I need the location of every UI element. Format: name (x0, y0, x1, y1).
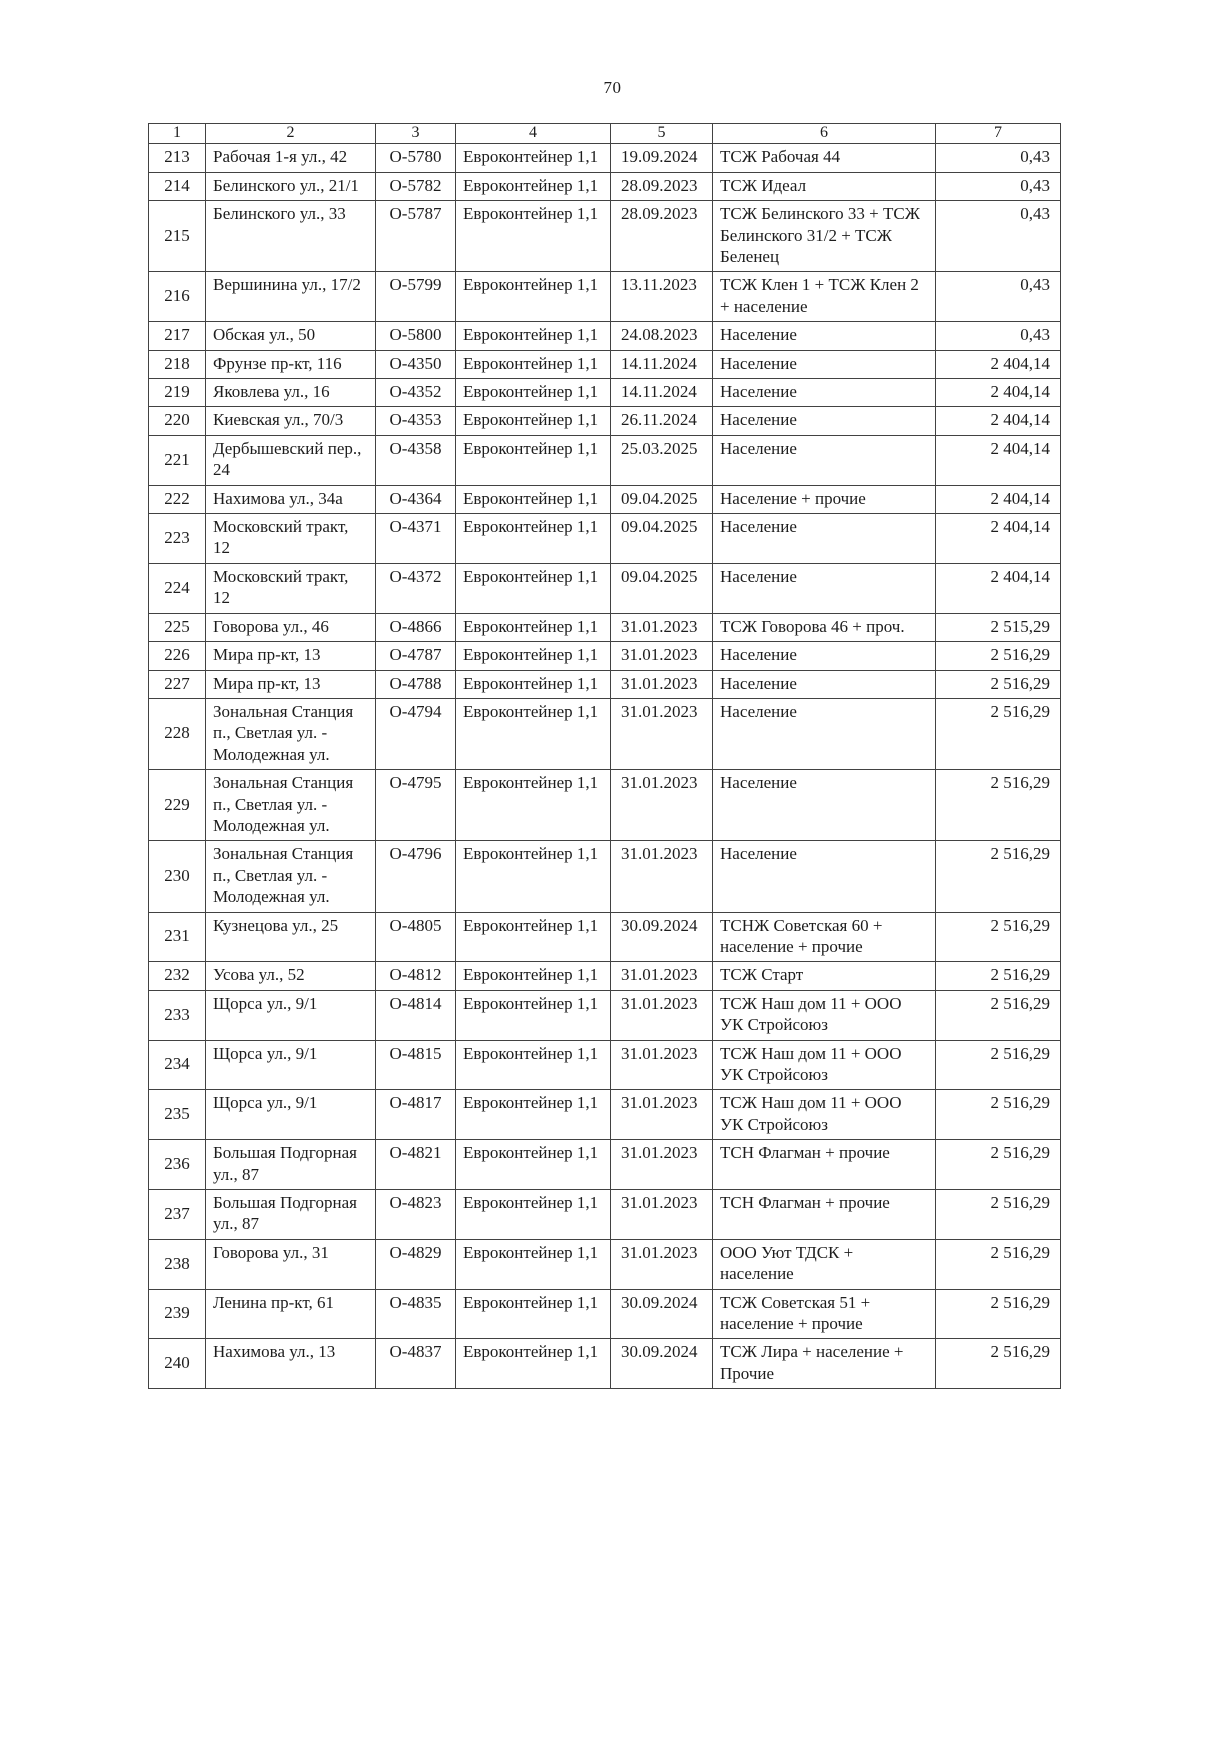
table-row (149, 1190, 1061, 1240)
cell-value: 2 516,29 (936, 642, 1061, 670)
table-row (149, 642, 1061, 670)
cell-container-type: Евроконтейнер 1,1 (456, 144, 611, 172)
header-col-5: 5 (611, 124, 713, 144)
cell-owner: Население + прочие (713, 485, 936, 513)
cell-row-number: 240 (149, 1339, 206, 1389)
cell-container-code: О-4866 (376, 613, 456, 641)
table-row (149, 990, 1061, 1040)
cell-address: Зональная Станция п., Светлая ул. - Молодежная ул. (206, 698, 376, 769)
cell-address: Белинского ул., 33 (206, 201, 376, 272)
cell-date: 31.01.2023 (611, 1090, 713, 1140)
cell-value: 2 515,29 (936, 613, 1061, 641)
cell-date: 31.01.2023 (611, 670, 713, 698)
cell-container-type: Евроконтейнер 1,1 (456, 485, 611, 513)
cell-date: 28.09.2023 (611, 172, 713, 200)
cell-date: 19.09.2024 (611, 144, 713, 172)
cell-container-type: Евроконтейнер 1,1 (456, 962, 611, 990)
cell-value: 2 516,29 (936, 841, 1061, 912)
cell-container-code: О-4817 (376, 1090, 456, 1140)
cell-owner: ТСН Флагман + прочие (713, 1190, 936, 1240)
cell-container-code: О-5782 (376, 172, 456, 200)
cell-container-code: О-5799 (376, 272, 456, 322)
cell-date: 26.11.2024 (611, 407, 713, 435)
table-row (149, 770, 1061, 841)
cell-owner: Население (713, 514, 936, 564)
cell-value: 2 404,14 (936, 514, 1061, 564)
cell-address: Большая Подгорная ул., 87 (206, 1190, 376, 1240)
cell-row-number: 236 (149, 1140, 206, 1190)
cell-row-number: 224 (149, 563, 206, 613)
cell-container-code: О-4372 (376, 563, 456, 613)
cell-address: Киевская ул., 70/3 (206, 407, 376, 435)
table-row (149, 144, 1061, 172)
cell-container-type: Евроконтейнер 1,1 (456, 613, 611, 641)
cell-date: 31.01.2023 (611, 770, 713, 841)
cell-row-number: 231 (149, 912, 206, 962)
cell-container-code: О-4796 (376, 841, 456, 912)
cell-address: Кузнецова ул., 25 (206, 912, 376, 962)
cell-owner: ТСЖ Наш дом 11 + ООО УК Стройсоюз (713, 1040, 936, 1090)
cell-container-type: Евроконтейнер 1,1 (456, 322, 611, 350)
cell-owner: Население (713, 642, 936, 670)
cell-owner: Население (713, 698, 936, 769)
cell-container-code: О-4814 (376, 990, 456, 1040)
cell-container-code: О-4371 (376, 514, 456, 564)
cell-row-number: 214 (149, 172, 206, 200)
cell-date: 31.01.2023 (611, 1040, 713, 1090)
cell-row-number: 223 (149, 514, 206, 564)
cell-container-type: Евроконтейнер 1,1 (456, 770, 611, 841)
cell-owner: Население (713, 770, 936, 841)
cell-owner: ТСЖ Говорова 46 + проч. (713, 613, 936, 641)
cell-address: Рабочая 1-я ул., 42 (206, 144, 376, 172)
cell-container-type: Евроконтейнер 1,1 (456, 1289, 611, 1339)
cell-address: Нахимова ул., 34а (206, 485, 376, 513)
cell-address: Ленина пр-кт, 61 (206, 1289, 376, 1339)
cell-container-code: О-4805 (376, 912, 456, 962)
cell-address: Яковлева ул., 16 (206, 379, 376, 407)
waste-container-table (148, 123, 1061, 1389)
cell-date: 09.04.2025 (611, 485, 713, 513)
table-row (149, 435, 1061, 485)
cell-container-type: Евроконтейнер 1,1 (456, 272, 611, 322)
cell-container-code: О-4821 (376, 1140, 456, 1190)
cell-value: 2 516,29 (936, 1040, 1061, 1090)
cell-container-code: О-4788 (376, 670, 456, 698)
cell-date: 09.04.2025 (611, 514, 713, 564)
cell-owner: ТСЖ Старт (713, 962, 936, 990)
cell-row-number: 215 (149, 201, 206, 272)
table-row (149, 1040, 1061, 1090)
cell-date: 24.08.2023 (611, 322, 713, 350)
cell-container-type: Евроконтейнер 1,1 (456, 201, 611, 272)
cell-container-code: О-4352 (376, 379, 456, 407)
page-number: 70 (603, 78, 622, 97)
cell-owner: ТСЖ Белинского 33 + ТСЖ Белинского 31/2 + ТСЖ Беленец (713, 201, 936, 272)
cell-row-number: 233 (149, 990, 206, 1040)
cell-container-code: О-4795 (376, 770, 456, 841)
cell-value: 0,43 (936, 322, 1061, 350)
cell-date: 13.11.2023 (611, 272, 713, 322)
table-row (149, 1090, 1061, 1140)
cell-address: Вершинина ул., 17/2 (206, 272, 376, 322)
cell-date: 31.01.2023 (611, 1190, 713, 1240)
cell-address: Большая Подгорная ул., 87 (206, 1140, 376, 1190)
cell-container-code: О-4829 (376, 1239, 456, 1289)
cell-value: 2 516,29 (936, 912, 1061, 962)
cell-address: Московский тракт, 12 (206, 563, 376, 613)
cell-address: Белинского ул., 21/1 (206, 172, 376, 200)
cell-address: Щорса ул., 9/1 (206, 1040, 376, 1090)
table-row (149, 172, 1061, 200)
table-row (149, 912, 1061, 962)
cell-row-number: 229 (149, 770, 206, 841)
cell-date: 30.09.2024 (611, 1339, 713, 1389)
cell-container-code: О-5780 (376, 144, 456, 172)
table-row (149, 698, 1061, 769)
cell-container-type: Евроконтейнер 1,1 (456, 841, 611, 912)
table-row (149, 670, 1061, 698)
cell-value: 2 404,14 (936, 350, 1061, 378)
cell-value: 0,43 (936, 272, 1061, 322)
cell-container-type: Евроконтейнер 1,1 (456, 698, 611, 769)
cell-address: Мира пр-кт, 13 (206, 642, 376, 670)
cell-owner: ООО Уют ТДСК + население (713, 1239, 936, 1289)
cell-owner: Население (713, 435, 936, 485)
table-row (149, 201, 1061, 272)
cell-date: 25.03.2025 (611, 435, 713, 485)
cell-address: Зональная Станция п., Светлая ул. - Молодежная ул. (206, 770, 376, 841)
cell-value: 2 404,14 (936, 485, 1061, 513)
table-row (149, 407, 1061, 435)
cell-value: 2 404,14 (936, 563, 1061, 613)
cell-owner: ТСН Флагман + прочие (713, 1140, 936, 1190)
cell-value: 2 516,29 (936, 698, 1061, 769)
cell-row-number: 221 (149, 435, 206, 485)
header-col-7: 7 (936, 124, 1061, 144)
cell-container-code: О-4350 (376, 350, 456, 378)
cell-date: 31.01.2023 (611, 642, 713, 670)
cell-address: Нахимова ул., 13 (206, 1339, 376, 1389)
cell-container-type: Евроконтейнер 1,1 (456, 514, 611, 564)
cell-container-type: Евроконтейнер 1,1 (456, 435, 611, 485)
cell-value: 2 516,29 (936, 770, 1061, 841)
cell-row-number: 235 (149, 1090, 206, 1140)
cell-row-number: 239 (149, 1289, 206, 1339)
table-row (149, 1339, 1061, 1389)
cell-row-number: 228 (149, 698, 206, 769)
cell-row-number: 216 (149, 272, 206, 322)
cell-date: 14.11.2024 (611, 350, 713, 378)
cell-container-type: Евроконтейнер 1,1 (456, 1190, 611, 1240)
cell-owner: ТСЖ Советская 51 + население + прочие (713, 1289, 936, 1339)
cell-container-code: О-4837 (376, 1339, 456, 1389)
table-row (149, 350, 1061, 378)
cell-date: 31.01.2023 (611, 841, 713, 912)
header-row (149, 124, 1061, 144)
cell-container-code: О-4815 (376, 1040, 456, 1090)
cell-address: Обская ул., 50 (206, 322, 376, 350)
cell-container-code: О-4835 (376, 1289, 456, 1339)
cell-container-code: О-4794 (376, 698, 456, 769)
cell-address: Дербышевский пер., 24 (206, 435, 376, 485)
cell-owner: ТСЖ Наш дом 11 + ООО УК Стройсоюз (713, 1090, 936, 1140)
cell-container-type: Евроконтейнер 1,1 (456, 670, 611, 698)
table-row (149, 841, 1061, 912)
cell-container-type: Евроконтейнер 1,1 (456, 407, 611, 435)
cell-address: Щорса ул., 9/1 (206, 990, 376, 1040)
cell-date: 31.01.2023 (611, 990, 713, 1040)
cell-container-code: О-4787 (376, 642, 456, 670)
cell-row-number: 225 (149, 613, 206, 641)
cell-row-number: 213 (149, 144, 206, 172)
cell-date: 31.01.2023 (611, 613, 713, 641)
cell-date: 30.09.2024 (611, 912, 713, 962)
cell-row-number: 237 (149, 1190, 206, 1240)
header-col-1: 1 (149, 124, 206, 144)
cell-row-number: 238 (149, 1239, 206, 1289)
cell-container-type: Евроконтейнер 1,1 (456, 1339, 611, 1389)
cell-owner: ТСЖ Лира + население + Прочие (713, 1339, 936, 1389)
cell-address: Фрунзе пр-кт, 116 (206, 350, 376, 378)
cell-row-number: 217 (149, 322, 206, 350)
table-row (149, 563, 1061, 613)
cell-address: Усова ул., 52 (206, 962, 376, 990)
cell-row-number: 230 (149, 841, 206, 912)
cell-address: Говорова ул., 46 (206, 613, 376, 641)
cell-address: Московский тракт, 12 (206, 514, 376, 564)
table-header (149, 124, 1061, 144)
cell-owner: ТСЖ Рабочая 44 (713, 144, 936, 172)
cell-address: Зональная Станция п., Светлая ул. - Молодежная ул. (206, 841, 376, 912)
cell-value: 0,43 (936, 172, 1061, 200)
cell-container-code: О-4353 (376, 407, 456, 435)
cell-container-type: Евроконтейнер 1,1 (456, 990, 611, 1040)
cell-value: 2 516,29 (936, 1140, 1061, 1190)
cell-value: 2 404,14 (936, 379, 1061, 407)
cell-container-type: Евроконтейнер 1,1 (456, 1239, 611, 1289)
cell-row-number: 234 (149, 1040, 206, 1090)
cell-value: 2 516,29 (936, 990, 1061, 1040)
cell-container-type: Евроконтейнер 1,1 (456, 563, 611, 613)
cell-address: Щорса ул., 9/1 (206, 1090, 376, 1140)
cell-value: 2 516,29 (936, 1289, 1061, 1339)
cell-owner: ТСЖ Наш дом 11 + ООО УК Стройсоюз (713, 990, 936, 1040)
cell-row-number: 219 (149, 379, 206, 407)
cell-owner: Население (713, 350, 936, 378)
cell-owner: Население (713, 670, 936, 698)
cell-container-type: Евроконтейнер 1,1 (456, 379, 611, 407)
cell-container-type: Евроконтейнер 1,1 (456, 350, 611, 378)
cell-address: Мира пр-кт, 13 (206, 670, 376, 698)
table-body (149, 144, 1061, 1389)
table-row (149, 613, 1061, 641)
table-row (149, 1239, 1061, 1289)
cell-owner: Население (713, 563, 936, 613)
cell-row-number: 227 (149, 670, 206, 698)
cell-container-code: О-4358 (376, 435, 456, 485)
table-row (149, 514, 1061, 564)
cell-owner: Население (713, 407, 936, 435)
cell-value: 2 404,14 (936, 435, 1061, 485)
cell-row-number: 220 (149, 407, 206, 435)
cell-row-number: 226 (149, 642, 206, 670)
cell-row-number: 222 (149, 485, 206, 513)
cell-owner: ТСЖ Клен 1 + ТСЖ Клен 2 + население (713, 272, 936, 322)
table-row (149, 962, 1061, 990)
cell-row-number: 218 (149, 350, 206, 378)
table-row (149, 485, 1061, 513)
header-col-2: 2 (206, 124, 376, 144)
cell-value: 2 404,14 (936, 407, 1061, 435)
cell-address: Говорова ул., 31 (206, 1239, 376, 1289)
cell-container-type: Евроконтейнер 1,1 (456, 1140, 611, 1190)
cell-owner: Население (713, 322, 936, 350)
cell-container-type: Евроконтейнер 1,1 (456, 172, 611, 200)
cell-value: 0,43 (936, 201, 1061, 272)
cell-date: 14.11.2024 (611, 379, 713, 407)
table-row (149, 379, 1061, 407)
cell-value: 0,43 (936, 144, 1061, 172)
table-row (149, 322, 1061, 350)
cell-container-code: О-5800 (376, 322, 456, 350)
cell-owner: Население (713, 379, 936, 407)
cell-container-type: Евроконтейнер 1,1 (456, 912, 611, 962)
cell-date: 31.01.2023 (611, 962, 713, 990)
cell-value: 2 516,29 (936, 962, 1061, 990)
cell-date: 30.09.2024 (611, 1289, 713, 1339)
cell-owner: ТСЖ Идеал (713, 172, 936, 200)
cell-value: 2 516,29 (936, 1190, 1061, 1240)
cell-container-code: О-4812 (376, 962, 456, 990)
header-col-3: 3 (376, 124, 456, 144)
cell-container-code: О-4823 (376, 1190, 456, 1240)
cell-value: 2 516,29 (936, 670, 1061, 698)
cell-owner: Население (713, 841, 936, 912)
cell-date: 31.01.2023 (611, 1140, 713, 1190)
cell-value: 2 516,29 (936, 1239, 1061, 1289)
cell-container-code: О-4364 (376, 485, 456, 513)
header-col-4: 4 (456, 124, 611, 144)
table-row (149, 1289, 1061, 1339)
header-col-6: 6 (713, 124, 936, 144)
cell-container-code: О-5787 (376, 201, 456, 272)
table-row (149, 1140, 1061, 1190)
cell-date: 31.01.2023 (611, 698, 713, 769)
cell-date: 09.04.2025 (611, 563, 713, 613)
cell-owner: ТСНЖ Советская 60 + население + прочие (713, 912, 936, 962)
cell-row-number: 232 (149, 962, 206, 990)
cell-container-type: Евроконтейнер 1,1 (456, 1090, 611, 1140)
cell-value: 2 516,29 (936, 1339, 1061, 1389)
cell-value: 2 516,29 (936, 1090, 1061, 1140)
cell-container-type: Евроконтейнер 1,1 (456, 1040, 611, 1090)
cell-container-type: Евроконтейнер 1,1 (456, 642, 611, 670)
table-row (149, 272, 1061, 322)
cell-date: 31.01.2023 (611, 1239, 713, 1289)
cell-date: 28.09.2023 (611, 201, 713, 272)
